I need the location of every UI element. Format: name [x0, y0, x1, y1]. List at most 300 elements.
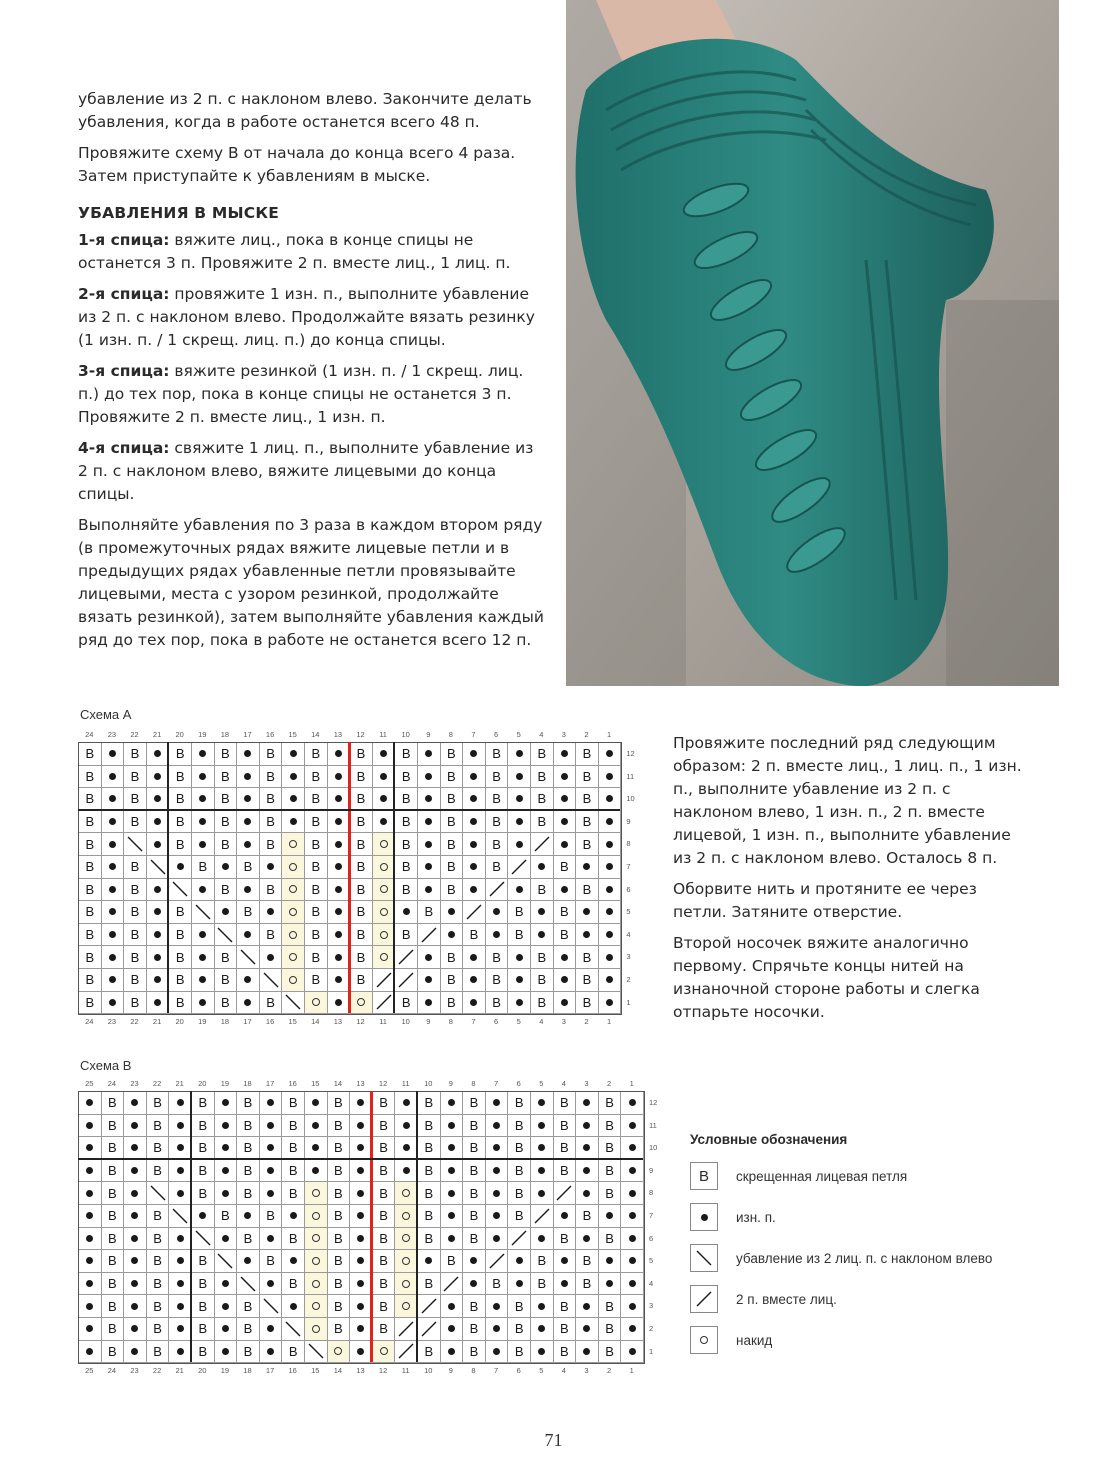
- column-number: 17: [265, 1079, 275, 1088]
- purl-dot-icon: [335, 954, 342, 961]
- purl-dot-icon: [267, 1122, 274, 1129]
- chart-cell: [169, 1341, 192, 1364]
- chart-cell: [192, 833, 215, 856]
- crossed-knit-symbol: B: [311, 972, 321, 988]
- crossed-knit-symbol: B: [198, 1298, 208, 1314]
- column-number: 9: [448, 1079, 453, 1088]
- crossed-knit-symbol: B: [356, 859, 366, 875]
- chart-cell: [395, 1250, 418, 1273]
- purl-dot-icon: [357, 1190, 364, 1197]
- purl-dot-icon: [109, 931, 116, 938]
- purl-dot-icon: [538, 1190, 545, 1197]
- chart-cell: [79, 1341, 102, 1364]
- repeat-boundary-line: [416, 1091, 418, 1362]
- chart-cell: [463, 1228, 486, 1251]
- crossed-knit-symbol: B: [130, 881, 140, 897]
- chart-cell: [418, 1160, 441, 1183]
- column-number: 24: [107, 1079, 117, 1088]
- column-number: 16: [265, 1017, 275, 1027]
- crossed-knit-symbol: B: [560, 1230, 569, 1246]
- chart-cell: [305, 1115, 328, 1138]
- column-number: 6: [516, 1079, 521, 1088]
- chart-cell: [373, 1341, 396, 1364]
- purl-dot-icon: [154, 773, 161, 780]
- chart-cell: [395, 1115, 418, 1138]
- chart-cell: [531, 924, 554, 947]
- crossed-knit-symbol: B: [108, 1321, 117, 1337]
- chart-cell: [576, 1137, 599, 1160]
- paragraph: убавление из 2 п. с наклоном влево. Закончите делать убавления, когда в работе останется всего 48 п.: [78, 90, 532, 131]
- crossed-knit-symbol: B: [221, 881, 230, 897]
- purl-dot-icon: [403, 1122, 410, 1129]
- chart-cell: [192, 1273, 215, 1296]
- repeat-boundary-line: [393, 742, 395, 1013]
- chart-cell: [486, 743, 509, 766]
- purl-dot-icon: [561, 954, 568, 961]
- crossed-knit-symbol: B: [605, 1185, 614, 1201]
- chart-cell: [418, 946, 441, 969]
- decrease-left-icon: [171, 1207, 189, 1225]
- column-number: 23: [130, 1079, 139, 1088]
- yarn-over-icon: [289, 931, 297, 939]
- chart-cell: [463, 879, 486, 902]
- chart-cell: [350, 879, 373, 902]
- purl-dot-icon: [109, 773, 116, 780]
- purl-dot-icon: [448, 1144, 455, 1151]
- crossed-knit-symbol: B: [288, 1140, 298, 1156]
- purl-dot-icon: [583, 1325, 590, 1332]
- chart-cell: [463, 856, 486, 879]
- crossed-knit-symbol: B: [469, 1140, 479, 1156]
- chart-cell: [373, 856, 396, 879]
- decrease-left-icon: [216, 1252, 234, 1270]
- column-number: 3: [584, 1079, 589, 1088]
- purl-dot-icon: [538, 1122, 545, 1129]
- column-number: 12: [356, 730, 365, 739]
- chart-cell: [237, 1182, 260, 1205]
- purl-dot-icon: [583, 1348, 590, 1355]
- chart-cell: [237, 833, 260, 856]
- crossed-knit-symbol: B: [379, 1095, 388, 1111]
- purl-dot-icon: [470, 976, 477, 983]
- purl-dot-icon: [583, 908, 590, 915]
- crossed-knit-symbol: B: [311, 768, 321, 784]
- decrease-left-icon: [126, 835, 144, 853]
- chart-cell: [79, 1092, 102, 1115]
- chart-cell: [576, 901, 599, 924]
- chart-cell: [599, 1092, 622, 1115]
- purl-dot-icon: [516, 976, 523, 983]
- chart-cell: [215, 1115, 238, 1138]
- row-number: 6: [626, 884, 631, 894]
- crossed-knit-symbol: B: [311, 927, 321, 943]
- sock-illustration: [566, 0, 1059, 686]
- chart-cell: [441, 1160, 464, 1183]
- chart-cell: [531, 1228, 554, 1251]
- chart-cell: [599, 969, 622, 992]
- row-number: 2: [649, 1324, 654, 1333]
- purl-dot-icon: [538, 1167, 545, 1174]
- column-number: 17: [265, 1366, 275, 1376]
- crossed-knit-symbol: B: [537, 1276, 547, 1292]
- column-number: 10: [424, 1079, 433, 1088]
- chart-cell: [215, 946, 238, 969]
- purl-dot-icon: [177, 1325, 184, 1332]
- column-number: 13: [356, 1079, 365, 1088]
- crossed-knit-symbol: B: [108, 1185, 117, 1201]
- purl-dot-icon: [86, 1280, 93, 1287]
- chart-cell: [395, 879, 418, 902]
- row-number: 7: [649, 1211, 654, 1220]
- yarn-over-icon: [312, 1302, 320, 1310]
- column-number: 3: [561, 1017, 566, 1027]
- purl-dot-icon: [244, 931, 251, 938]
- purl-dot-icon: [154, 954, 161, 961]
- crossed-knit-symbol: B: [130, 949, 140, 965]
- crossed-knit-symbol: B: [175, 904, 185, 920]
- purl-dot-icon: [606, 818, 613, 825]
- crossed-knit-symbol: B: [401, 927, 411, 943]
- chart-cell: [147, 1318, 170, 1341]
- legend: [690, 1132, 1050, 1366]
- purl-dot-icon: [154, 795, 161, 802]
- crossed-knit-symbol: B: [560, 1095, 569, 1111]
- chart-cell: [124, 1182, 147, 1205]
- crossed-knit-symbol: B: [243, 1343, 253, 1359]
- crossed-knit-symbol: B: [379, 1208, 388, 1224]
- yarn-over-icon: [312, 1257, 320, 1265]
- chart-cell: [395, 1295, 418, 1318]
- purl-dot-icon: [109, 999, 116, 1006]
- chart-cell: [102, 879, 125, 902]
- repeat-boundary-line: [167, 742, 169, 1013]
- chart-cell: [124, 1137, 147, 1160]
- chart-cell: [554, 811, 577, 834]
- crossed-knit-symbol: B: [424, 1230, 434, 1246]
- chart-cell: [124, 856, 147, 879]
- chart-cell: [147, 946, 170, 969]
- section-boundary-line: [78, 1158, 643, 1160]
- crossed-knit-symbol: B: [130, 791, 140, 807]
- chart-cell: [463, 1295, 486, 1318]
- crossed-knit-symbol: B: [311, 881, 321, 897]
- chart-cell: [169, 1228, 192, 1251]
- chart-cell: [147, 924, 170, 947]
- crossed-knit-symbol: B: [130, 904, 140, 920]
- column-number: 1: [607, 1017, 612, 1027]
- crossed-knit-symbol: B: [288, 1276, 298, 1292]
- purl-dot-icon: [470, 773, 477, 780]
- chart-cell: [215, 1341, 238, 1364]
- legend-symbol: [690, 1326, 718, 1354]
- chart-cell: [395, 1318, 418, 1341]
- needle-text: вяжите лиц., пока в конце спицы не останется 3 п. Провяжите 2 п. вместе лиц., 1 лиц. п.: [78, 231, 511, 272]
- chart-cell: [621, 1341, 644, 1364]
- crossed-knit-symbol: B: [537, 994, 547, 1010]
- purl-dot-icon: [312, 1122, 319, 1129]
- chart-cell: [147, 1092, 170, 1115]
- chart-cell: [554, 969, 577, 992]
- purl-dot-icon: [538, 1348, 545, 1355]
- purl-dot-icon: [493, 1122, 500, 1129]
- crossed-knit-symbol: B: [469, 1185, 479, 1201]
- crossed-knit-symbol: B: [582, 768, 592, 784]
- crossed-knit-symbol: B: [334, 1321, 343, 1337]
- purl-dot-icon: [448, 1235, 455, 1242]
- chart-cell: [305, 1160, 328, 1183]
- crossed-knit-symbol: B: [198, 1253, 208, 1269]
- purl-dot-icon: [357, 1257, 364, 1264]
- purl-dot-icon: [583, 863, 590, 870]
- purl-dot-icon: [222, 1235, 229, 1242]
- purl-dot-icon: [357, 1235, 364, 1242]
- column-number: 24: [85, 1017, 94, 1027]
- crossed-knit-symbol: B: [334, 1208, 343, 1224]
- chart-cell: [79, 924, 102, 947]
- needle-text: вяжите резинкой (1 изн. п. / 1 скрещ. лиц. п.) до тех пор, пока в конце спицы не останется 3 п. Провяжите 2 п. вместе лиц., 1 изн. п.: [78, 362, 524, 426]
- purl-dot-icon: [493, 1348, 500, 1355]
- crossed-knit-symbol: B: [447, 1253, 456, 1269]
- chart-cell: [463, 1092, 486, 1115]
- chart-cell: [282, 766, 305, 789]
- chart-cell: [621, 1295, 644, 1318]
- purl-dot-icon: [470, 795, 477, 802]
- crossed-knit-symbol: B: [492, 814, 501, 830]
- chart-cell: [350, 766, 373, 789]
- crossed-knit-symbol: B: [560, 1298, 569, 1314]
- chart-cell: [147, 1341, 170, 1364]
- chart-cell: [576, 1115, 599, 1138]
- needle-text: провяжите 1 изн. п., выполните убавление из 2 п. с наклоном влево. Продолжайте вязать резинку (1 изн. п. / 1 скрещ. лиц. п.) до конца спицы.: [78, 285, 535, 349]
- chart-cell: [102, 811, 125, 834]
- column-number: 3: [584, 1366, 589, 1376]
- purl-dot-icon: [267, 863, 274, 870]
- decrease-left-icon: [262, 1297, 280, 1315]
- crossed-knit-symbol: B: [356, 949, 366, 965]
- purl-dot-icon: [290, 1212, 297, 1219]
- chart-cell: [169, 1137, 192, 1160]
- chart-cell: [531, 1318, 554, 1341]
- decrease-left-icon: [149, 858, 167, 876]
- chart-cell: [441, 766, 464, 789]
- row-number: 8: [626, 839, 631, 849]
- purl-dot-icon: [583, 1190, 590, 1197]
- row-number: 7: [626, 862, 631, 871]
- chart-cell: [260, 1318, 283, 1341]
- chart-cell: [621, 1092, 644, 1115]
- purl-dot-icon: [629, 1280, 636, 1287]
- purl-dot-icon: [629, 1325, 636, 1332]
- purl-dot-icon: [425, 886, 432, 893]
- chart-cell: [79, 1182, 102, 1205]
- crossed-knit-symbol: B: [175, 836, 185, 852]
- yarn-over-icon: [380, 840, 388, 848]
- chart-cell: [124, 1318, 147, 1341]
- chart-cell: [305, 1092, 328, 1115]
- purl-dot-icon: [448, 1122, 455, 1129]
- chart-cell: [441, 1341, 464, 1364]
- chart-cell: [599, 1182, 622, 1205]
- legend-item: [690, 1202, 1050, 1232]
- chart-cell: [147, 1205, 170, 1228]
- chart-cell: [350, 743, 373, 766]
- k2tog-icon: [510, 1229, 528, 1247]
- chart-cell: [260, 992, 283, 1015]
- purl-dot-icon: [403, 1144, 410, 1151]
- chart-cell: [260, 1160, 283, 1183]
- needle-text: свяжите 1 лиц. п., выполните убавление из 2 п. с наклоном влево, вяжите лицевыми до конца спицы.: [78, 439, 534, 503]
- chart-cell: [508, 811, 531, 834]
- chart-cell: [463, 1115, 486, 1138]
- chart-cell: [599, 924, 622, 947]
- chart-cell: [169, 1092, 192, 1115]
- chart-cell: [237, 1250, 260, 1273]
- chart-cell: [418, 969, 441, 992]
- chart-cell: [463, 833, 486, 856]
- chart-cell: [215, 811, 238, 834]
- chart-cell: [260, 969, 283, 992]
- purl-dot-icon: [425, 954, 432, 961]
- center-red-line: [370, 1091, 373, 1362]
- column-number: 6: [494, 730, 499, 739]
- purl-dot-icon: [470, 1257, 477, 1264]
- chart-cell: [169, 1318, 192, 1341]
- chart-cell: [554, 856, 577, 879]
- chart-cell: [599, 1250, 622, 1273]
- crossed-knit-symbol: B: [130, 972, 140, 988]
- crossed-knit-symbol: B: [175, 972, 185, 988]
- chart-cell: [576, 1273, 599, 1296]
- chart-cell: [237, 1273, 260, 1296]
- chart-cell: [486, 1228, 509, 1251]
- crossed-knit-symbol: B: [85, 746, 95, 762]
- chart-cell: [508, 879, 531, 902]
- purl-dot-icon: [516, 999, 523, 1006]
- crossed-knit-symbol: B: [514, 1117, 524, 1133]
- column-number: 5: [539, 1366, 544, 1376]
- crossed-knit-symbol: B: [108, 1208, 117, 1224]
- column-number: 20: [175, 730, 184, 739]
- purl-dot-icon: [629, 1235, 636, 1242]
- chart-cell: [147, 1250, 170, 1273]
- crossed-knit-symbol: B: [198, 1095, 208, 1111]
- chart-cell: [79, 1115, 102, 1138]
- column-number: 14: [333, 1079, 343, 1088]
- crossed-knit-symbol: B: [605, 1343, 614, 1359]
- chart-cell: [305, 1318, 328, 1341]
- chart-cell: [237, 1137, 260, 1160]
- chart-cell: [554, 1295, 577, 1318]
- chart-cell: [237, 1318, 260, 1341]
- purl-dot-icon: [403, 1167, 410, 1174]
- purl-dot-icon: [199, 818, 206, 825]
- yarn-over-icon: [402, 1280, 410, 1288]
- crossed-knit-symbol: B: [266, 814, 275, 830]
- purl-dot-icon: [109, 795, 116, 802]
- chart-cell: [147, 1228, 170, 1251]
- crossed-knit-symbol: B: [85, 791, 95, 807]
- chart-cell: [79, 1228, 102, 1251]
- decrease-left-icon: [239, 1275, 257, 1293]
- decrease-left-icon: [216, 926, 234, 944]
- purl-dot-icon: [267, 954, 274, 961]
- chart-cell: [102, 766, 125, 789]
- chart-cell: [599, 788, 622, 811]
- yarn-over-icon: [380, 953, 388, 961]
- chart-cell: [508, 992, 531, 1015]
- chart-cell: [508, 1092, 531, 1115]
- crossed-knit-symbol: B: [582, 1253, 592, 1269]
- crossed-knit-symbol: B: [85, 994, 95, 1010]
- chart-cell: [124, 924, 147, 947]
- chart-cell: [192, 766, 215, 789]
- purl-dot-icon: [448, 1212, 455, 1219]
- yarn-over-icon: [289, 976, 297, 984]
- legend-symbol: [690, 1244, 718, 1272]
- purl-dot-icon: [244, 1212, 251, 1219]
- chart-cell: [486, 1273, 509, 1296]
- purl-dot-icon: [290, 795, 297, 802]
- chart-b-title: Схема В: [80, 1058, 132, 1073]
- k2tog-icon: [510, 858, 528, 876]
- chart-cell: [124, 901, 147, 924]
- purl-dot-icon: [538, 1303, 545, 1310]
- chart-cell: [508, 788, 531, 811]
- crossed-knit-symbol: B: [379, 1253, 388, 1269]
- chart-cell: [599, 1115, 622, 1138]
- chart-cell: [169, 1295, 192, 1318]
- chart-cell: [328, 1115, 351, 1138]
- chart-cell: [373, 766, 396, 789]
- purl-dot-icon: [425, 795, 432, 802]
- chart-cell: [373, 1205, 396, 1228]
- column-number: 15: [311, 1366, 320, 1376]
- chart-cell: [192, 1228, 215, 1251]
- column-number: 2: [607, 1079, 612, 1088]
- chart-cell: [102, 856, 125, 879]
- purl-dot-icon: [267, 1235, 274, 1242]
- crossed-knit-symbol: B: [492, 836, 501, 852]
- crossed-knit-symbol: B: [243, 859, 253, 875]
- chart-cell: [328, 1092, 351, 1115]
- chart-cell: [463, 1318, 486, 1341]
- chart-cell: [79, 856, 102, 879]
- chart-cell: [124, 1250, 147, 1273]
- purl-dot-icon: [629, 1303, 636, 1310]
- purl-dot-icon: [177, 1303, 184, 1310]
- crossed-knit-symbol: B: [108, 1163, 117, 1179]
- chart-cell: [260, 901, 283, 924]
- chart-cell: [508, 1318, 531, 1341]
- crossed-knit-symbol: B: [492, 859, 501, 875]
- chart-cell: [305, 1295, 328, 1318]
- column-number: 6: [516, 1366, 521, 1376]
- chart-cell: [508, 833, 531, 856]
- yarn-over-icon: [402, 1189, 410, 1197]
- chart-cell: [282, 1341, 305, 1364]
- purl-dot-icon: [244, 999, 251, 1006]
- chart-cell: [531, 743, 554, 766]
- crossed-knit-symbol: B: [266, 791, 275, 807]
- chart-cell: [237, 946, 260, 969]
- purl-dot-icon: [267, 1099, 274, 1106]
- purl-dot-icon: [267, 1190, 274, 1197]
- purl-dot-icon: [448, 1348, 455, 1355]
- chart-cell: [282, 1115, 305, 1138]
- column-number: 16: [288, 1079, 297, 1088]
- column-number: 5: [516, 1017, 521, 1027]
- purl-dot-icon: [357, 1167, 364, 1174]
